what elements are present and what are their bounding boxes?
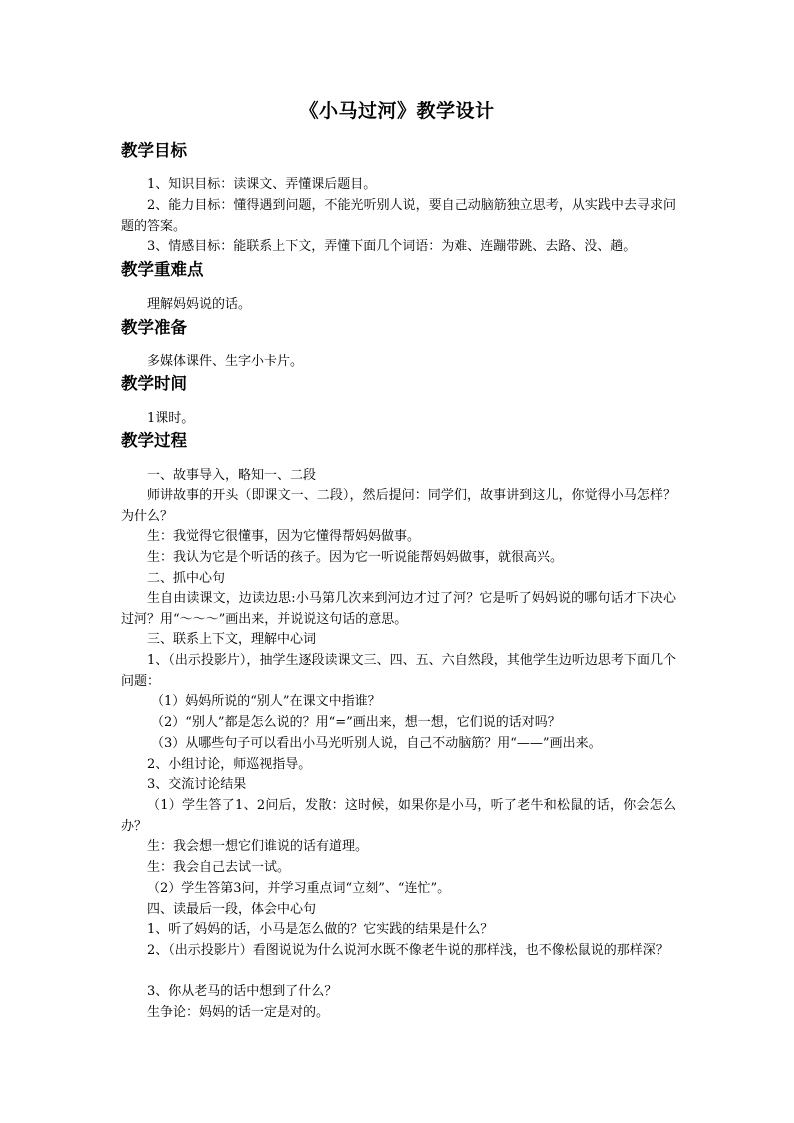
process-paragraph: 生：我会自己去试一试。 [147,860,291,875]
process-paragraph: 四、读最后一段，体会中心句 [147,902,317,917]
process-paragraph: 1、（出示投影片），抽学生逐段读课文三、四、五、六自然段，其他学生边听边思考下面几个问题： [121,653,676,689]
goal-emotion: 3、情感目标：能联系上下文，弄懂下面几个词语：为难、连蹦带跳、去路、没、趟。 [147,239,637,254]
goal-knowledge: 1、知识目标：读课文、弄懂课后题目。 [147,177,377,192]
process-paragraph: （2）学生答第3问，并学习重点词“立刻”、“连忙”。 [147,881,451,896]
process-paragraph: 生自由读课文，边读边思:小马第几次来到河边才过了河？它是听了妈妈说的哪句话才下决心过河？用“～～～”画出来，并说说这句话的意思。 [121,591,676,627]
document-title: 《小马过河》教学设计 [299,100,495,122]
heading-key-points: 教学重难点 [121,260,204,279]
process-paragraph: 师讲故事的开头（即课文一、二段），然后提问：同学们，故事讲到这儿，你觉得小马怎样？为什么？ [121,488,676,524]
process-paragraph: （3）从哪些句子可以看出小马光听别人说，自己不动脑筋？用“——”画出来。 [151,736,602,751]
process-paragraph: 生：我认为它是个听话的孩子。因为它一听说能帮妈妈做事，就很高兴。 [147,550,564,565]
heading-teaching-process: 教学过程 [121,431,187,450]
process-paragraph: 生：我觉得它很懂事，因为它懂得帮妈妈做事。 [147,529,421,544]
goal-ability: 2、能力目标：懂得遇到问题，不能光听别人说，要自己动脑筋独立思考，从实践中去寻求问题的答案。 [121,198,676,234]
process-paragraph: 1、听了妈妈的话，小马是怎么做的？它实践的结果是什么？ [147,922,494,937]
process-paragraph: （1）学生答了1、2问后，发散：这时候，如果你是小马，听了老牛和松鼠的话，你会怎么办？ [121,798,676,834]
preparation-text: 多媒体课件、生字小卡片。 [147,354,304,369]
process-paragraph: 一、故事导入，略知一、二段 [147,468,317,483]
process-paragraph: 生争论：妈妈的话一定是对的。 [147,1005,330,1020]
process-paragraph: 3、你从老马的话中想到了什么？ [147,984,338,999]
heading-teaching-time: 教学时间 [121,374,187,393]
process-paragraph: （1）妈妈所说的“别人”在课文中指谁？ [151,694,381,709]
process-paragraph: 2、（出示投影片）看图说说为什么说河水既不像老牛说的那样浅，也不像松鼠说的那样深？ [147,943,669,958]
process-paragraph: 三、联系上下文，理解中心词 [147,632,317,647]
heading-teaching-goals: 教学目标 [121,141,187,160]
process-paragraph: 二、抓中心句 [147,571,226,586]
process-paragraph: 生：我会想一想它们谁说的话有道理。 [147,839,369,854]
heading-preparation: 教学准备 [121,318,187,337]
process-paragraph: 2、小组讨论，师巡视指导。 [147,757,312,772]
key-points-text: 理解妈妈说的话。 [147,297,252,312]
process-paragraph: 3、交流讨论结果 [147,777,247,792]
teaching-time-text: 1课时。 [147,411,195,426]
process-paragraph: （2）“别人”都是怎么说的？用“=”画出来，想一想，它们说的话对吗？ [151,715,561,730]
